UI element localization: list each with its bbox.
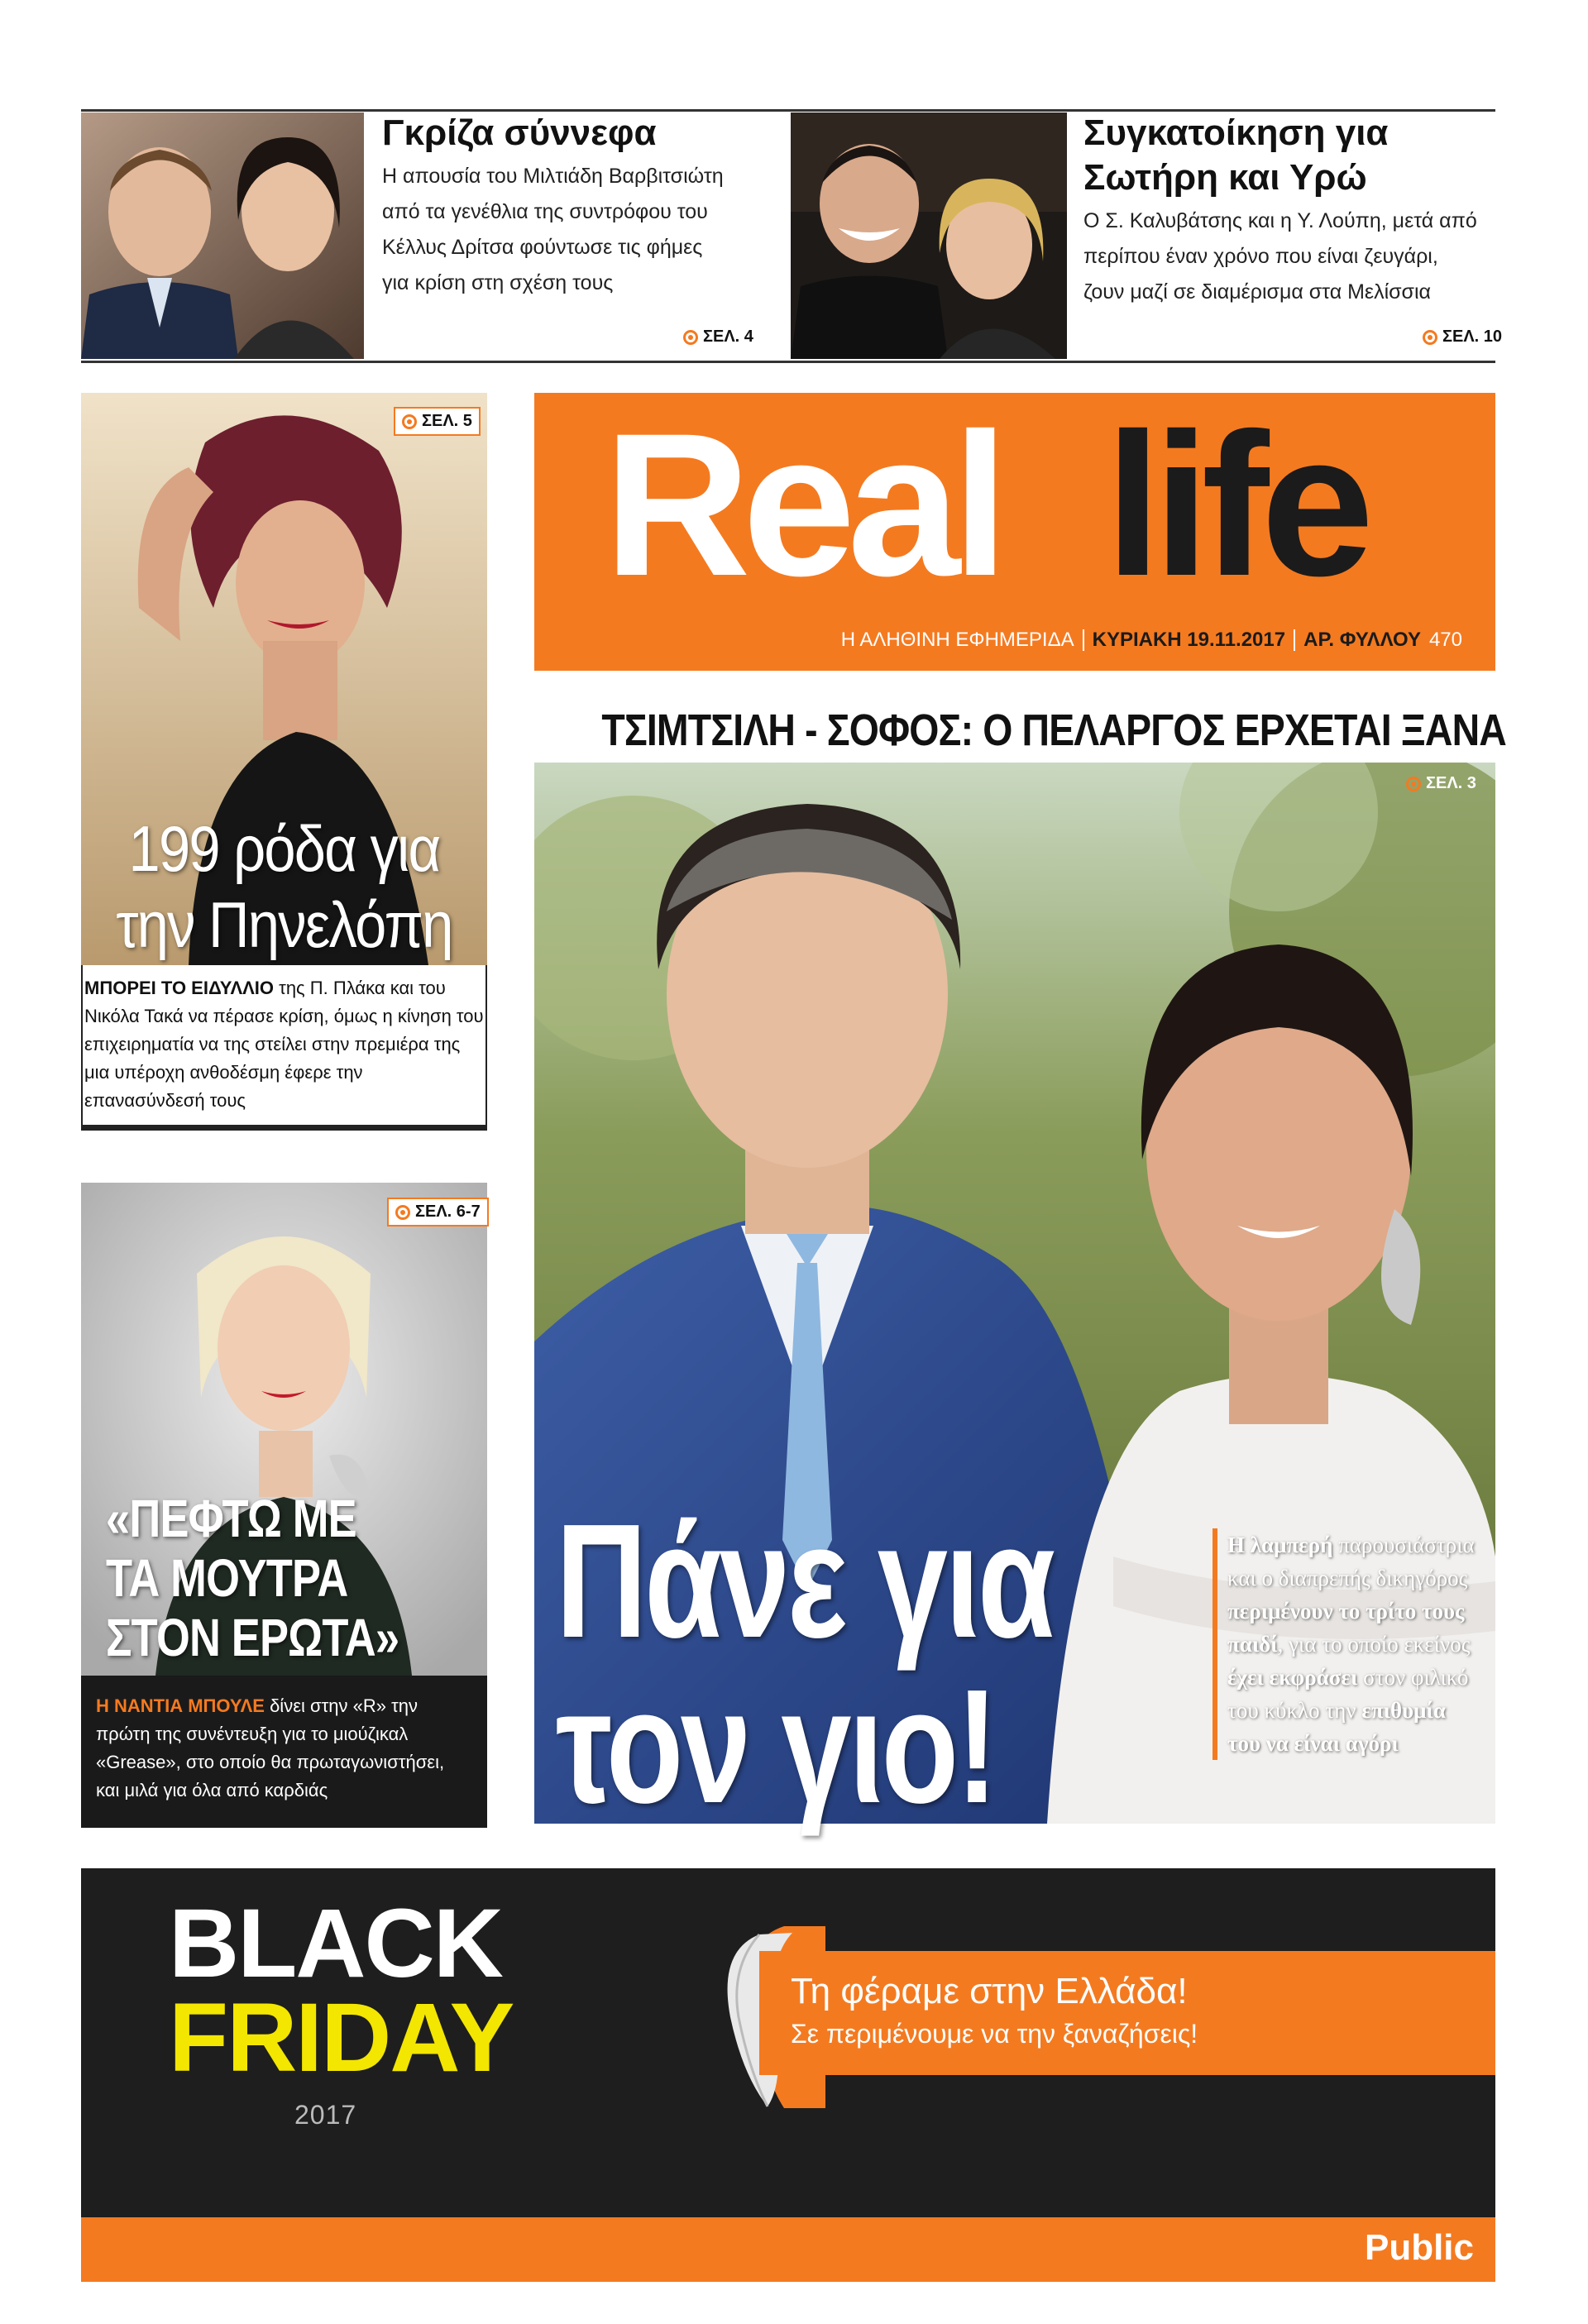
side2-page-ref[interactable]: [387, 1198, 489, 1227]
target-icon: [1423, 330, 1437, 345]
main-page-ref[interactable]: [1406, 774, 1476, 793]
story1-line: για κρίση στη σχέση τους: [382, 271, 614, 294]
side1-headline-line: 199 ρόδα για: [128, 812, 440, 885]
text-bold: Η ΝΑΝΤΙΑ ΜΠΟΥΛΕ: [96, 1695, 265, 1716]
target-icon: [395, 1205, 410, 1220]
text-bold: επιθυμία του να είναι αγόρι: [1227, 1698, 1446, 1756]
side2-headline-line: ΣΤΟΝ ΕΡΩΤΑ»: [106, 1608, 399, 1667]
masthead-issue-number: 470: [1428, 629, 1462, 651]
masthead-date: ΚΥΡΙΑΚΗ 19.11.2017: [1092, 629, 1286, 651]
page-ref-label: ΣΕΛ. 3: [1426, 774, 1476, 792]
main-headline-line: τον γιο!: [556, 1656, 996, 1837]
page-ref-label: ΣΕΛ. 4: [703, 328, 753, 346]
story2-title-line: Σωτήρη και Υρώ: [1083, 157, 1367, 198]
masthead[interactable]: [534, 393, 1495, 671]
masthead-real: Real: [604, 391, 1001, 619]
side1-headline-line: την Πηνελόπη: [116, 888, 452, 961]
main-headline-line: Πάνε για: [556, 1490, 1053, 1671]
side1-page-ref[interactable]: [394, 407, 481, 436]
story2-title-line: Συγκατοίκηση για: [1083, 112, 1389, 153]
side2-text: [81, 1692, 487, 1805]
story2-photo[interactable]: [791, 112, 1067, 359]
ad-line2: Σε περιμένουμε να την ξαναζήσεις!: [791, 2019, 1198, 2049]
ad-year: 2017: [294, 2100, 357, 2130]
ad-friday: FRIDAY: [169, 1983, 514, 2092]
masthead-tagline: Η ΑΛΗΘΙΝΗ ΕΦΗΜΕΡΙΔΑ: [840, 629, 1074, 651]
story1-line: Κέλλυς Δρίτσα φούντωσε τις φήμες: [382, 236, 703, 259]
story2-line: περίπου έναν χρόνο που είναι ζευγάρι,: [1083, 245, 1438, 268]
ad-brand-logo[interactable]: Public: [1364, 2227, 1474, 2268]
text-bold: έχει εκφράσει: [1227, 1665, 1358, 1690]
story2[interactable]: [1083, 111, 1497, 361]
separator: [1083, 629, 1084, 651]
story1-line: Η απουσία του Μιλτιάδη Βαρβιτσιώτη: [382, 165, 724, 188]
story2-title: [1083, 111, 1497, 200]
side1-bottom-rule: [81, 1125, 487, 1131]
text-run: παρουσιάστρια και ο διαπρεπής δικηγόρος: [1227, 1533, 1475, 1590]
main-kicker[interactable]: ΤΣΙΜΤΣΙΛΗ - ΣΟΦΟΣ: Ο ΠΕΛΑΡΓΟΣ ΕΡΧΕΤΑΙ ΞΑΝΑ: [601, 705, 1506, 755]
black-friday-ad[interactable]: [81, 1868, 1495, 2282]
story2-line: ζουν μαζί σε διαμέρισμα στα Μελίσσια: [1083, 280, 1431, 304]
text-bold: ΜΠΟΡΕΙ ΤΟ ΕΙΔΥΛΛΙΟ: [84, 978, 275, 998]
side2-headline-line: ΤΑ ΜΟΥΤΡΑ: [106, 1548, 348, 1608]
side1-headline[interactable]: [105, 811, 462, 963]
ad-black: BLACK: [169, 1889, 502, 1998]
separator: [1294, 629, 1295, 651]
story1[interactable]: [382, 111, 763, 361]
masthead-issue-label: ΑΡ. ΦΥΛΛΟΥ: [1303, 629, 1421, 651]
side2-headline[interactable]: [106, 1489, 418, 1667]
main-headline[interactable]: [556, 1490, 1053, 1837]
target-icon: [683, 330, 698, 345]
text-bold: Η λαμπερή: [1227, 1533, 1333, 1557]
story1-text: [382, 159, 763, 301]
top-rule-bottom: [81, 361, 1495, 363]
side1-text: [81, 974, 487, 1115]
story1-page-ref[interactable]: [683, 328, 753, 347]
story2-line: Ο Σ. Καλυβάτσης και η Υ. Λούπη, μετά από: [1083, 209, 1477, 232]
page-ref-label: ΣΕΛ. 5: [422, 412, 472, 430]
story1-title: Γκρίζα σύννεφα: [382, 112, 657, 153]
text-bold: περιμένουν το τρίτο τους παιδί: [1227, 1599, 1465, 1657]
main-text: [1213, 1528, 1482, 1760]
text-run: της Π. Πλάκα και του Νικόλα Τακά να πέρασε κρίση, όμως η κίνηση του επιχειρηματία να της στείλει στην πρεμιέρα της μια υπέροχη ανθοδέσμη έφερε την επανασύνδεσή τους: [84, 978, 484, 1111]
side2-headline-line: «ΠΕΦΤΩ ΜΕ: [106, 1489, 356, 1548]
target-icon: [1406, 777, 1421, 791]
text-run: , για το οποίο εκείνος: [1277, 1632, 1471, 1657]
page-ref-label: ΣΕΛ. 10: [1442, 328, 1503, 346]
page-ref-label: ΣΕΛ. 6-7: [415, 1203, 481, 1221]
ad-message-panel: [759, 1951, 1495, 2075]
target-icon: [402, 414, 417, 429]
story2-text: [1083, 203, 1497, 310]
text-run: στον φιλικό του κύκλο την: [1227, 1665, 1469, 1723]
ad-line1: Τη φέραμε στην Ελλάδα!: [791, 1971, 1188, 2011]
masthead-info-bar: [534, 625, 1495, 655]
story2-page-ref[interactable]: [1423, 328, 1502, 347]
ad-bottom-bar: [81, 2217, 1495, 2282]
masthead-life: life: [1105, 391, 1366, 619]
story1-photo[interactable]: [81, 112, 364, 359]
story1-line: από τα γενέθλια της συντρόφου του: [382, 200, 708, 223]
text-run: δίνει στην «R» την πρώτη της συνέντευξη για το μιούζικαλ «Grease», στο οποίο θα πρωταγωνιστήσει, και μιλά για όλα από καρδιάς: [96, 1695, 445, 1800]
